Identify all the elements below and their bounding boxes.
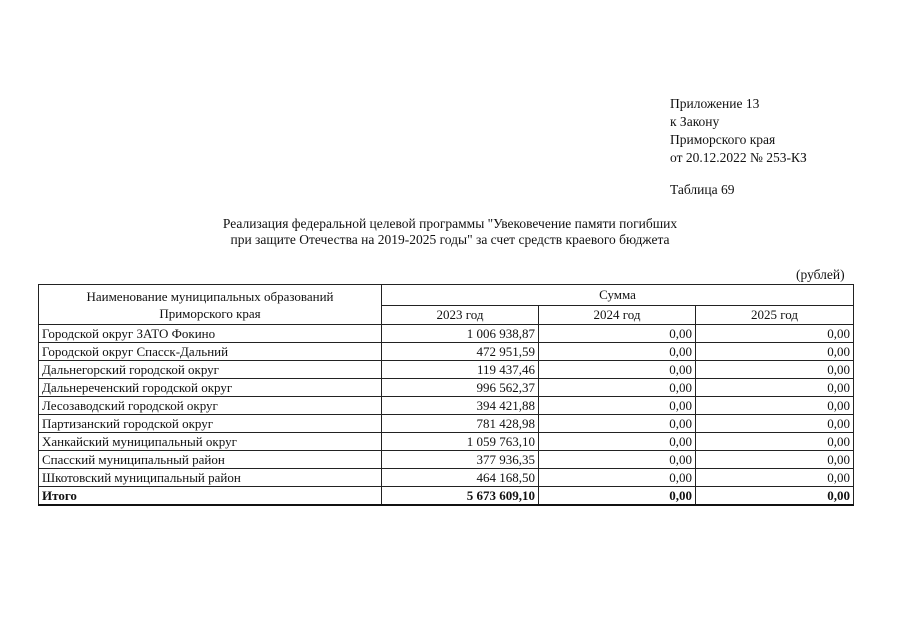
appendix-line: к Закону <box>670 114 720 129</box>
row-2023: 377 936,35 <box>382 451 539 469</box>
total-2025: 0,00 <box>696 487 854 506</box>
row-2025: 0,00 <box>696 361 854 379</box>
appendix-block <box>670 95 807 167</box>
row-name: Партизанский городской округ <box>39 415 382 433</box>
row-name: Дальнегорский городской округ <box>39 361 382 379</box>
appendix-line: от 20.12.2022 № 253-КЗ <box>670 150 807 165</box>
table-row <box>39 379 854 397</box>
table-row <box>39 343 854 361</box>
row-name: Лесозаводский городской округ <box>39 397 382 415</box>
table-row <box>39 397 854 415</box>
table-row <box>39 469 854 487</box>
row-2023: 464 168,50 <box>382 469 539 487</box>
row-2025: 0,00 <box>696 415 854 433</box>
table-row <box>39 325 854 343</box>
title-line: Реализация федеральной целевой программы "Увековечение памяти погибших <box>222 216 678 231</box>
row-2023: 119 437,46 <box>382 361 539 379</box>
row-name: Городской округ Спасск-Дальний <box>39 343 382 361</box>
row-2023: 1 059 763,10 <box>382 433 539 451</box>
row-2024: 0,00 <box>539 451 696 469</box>
row-name: Ханкайский муниципальный округ <box>39 433 382 451</box>
row-2023: 394 421,88 <box>382 397 539 415</box>
total-2024: 0,00 <box>539 487 696 506</box>
row-2025: 0,00 <box>696 379 854 397</box>
table-row <box>39 433 854 451</box>
row-2023: 1 006 938,87 <box>382 325 539 343</box>
name-header-line: Приморского края <box>159 305 261 321</box>
row-name: Спасский муниципальный район <box>39 451 382 469</box>
row-2023: 472 951,59 <box>382 343 539 361</box>
total-2023: 5 673 609,10 <box>382 487 539 506</box>
title-line: при защите Отечества на 2019-2025 годы" за счет средств краевого бюджета <box>230 232 670 247</box>
row-2025: 0,00 <box>696 469 854 487</box>
appendix-line: Приморского края <box>670 132 776 147</box>
row-2025: 0,00 <box>696 397 854 415</box>
row-2023: 781 428,98 <box>382 415 539 433</box>
row-2024: 0,00 <box>539 361 696 379</box>
unit-label: (рублей) <box>796 267 845 282</box>
row-name: Дальнереченский городской округ <box>39 379 382 397</box>
row-2024: 0,00 <box>539 325 696 343</box>
row-2025: 0,00 <box>696 433 854 451</box>
row-2024: 0,00 <box>539 469 696 487</box>
row-2024: 0,00 <box>539 379 696 397</box>
table-number: Таблица 69 <box>670 182 735 197</box>
total-row <box>39 487 854 506</box>
year-header-2025: 2025 год <box>696 306 854 325</box>
name-column-header <box>39 285 382 325</box>
appendix-line: Приложение 13 <box>670 96 760 111</box>
row-2024: 0,00 <box>539 415 696 433</box>
year-header-2023: 2023 год <box>382 306 539 325</box>
name-header-line: Наименование муниципальных образований <box>86 288 334 304</box>
table-row <box>39 451 854 469</box>
table-row <box>39 361 854 379</box>
document-title <box>160 216 740 248</box>
sum-column-header: Сумма <box>382 285 854 306</box>
row-name: Городской округ ЗАТО Фокино <box>39 325 382 343</box>
budget-table <box>38 284 854 506</box>
year-header-2024: 2024 год <box>539 306 696 325</box>
row-2024: 0,00 <box>539 433 696 451</box>
row-2025: 0,00 <box>696 325 854 343</box>
row-2024: 0,00 <box>539 397 696 415</box>
row-2025: 0,00 <box>696 343 854 361</box>
row-name: Шкотовский муниципальный район <box>39 469 382 487</box>
total-label: Итого <box>39 487 382 506</box>
row-2024: 0,00 <box>539 343 696 361</box>
row-2025: 0,00 <box>696 451 854 469</box>
table-row <box>39 415 854 433</box>
row-2023: 996 562,37 <box>382 379 539 397</box>
